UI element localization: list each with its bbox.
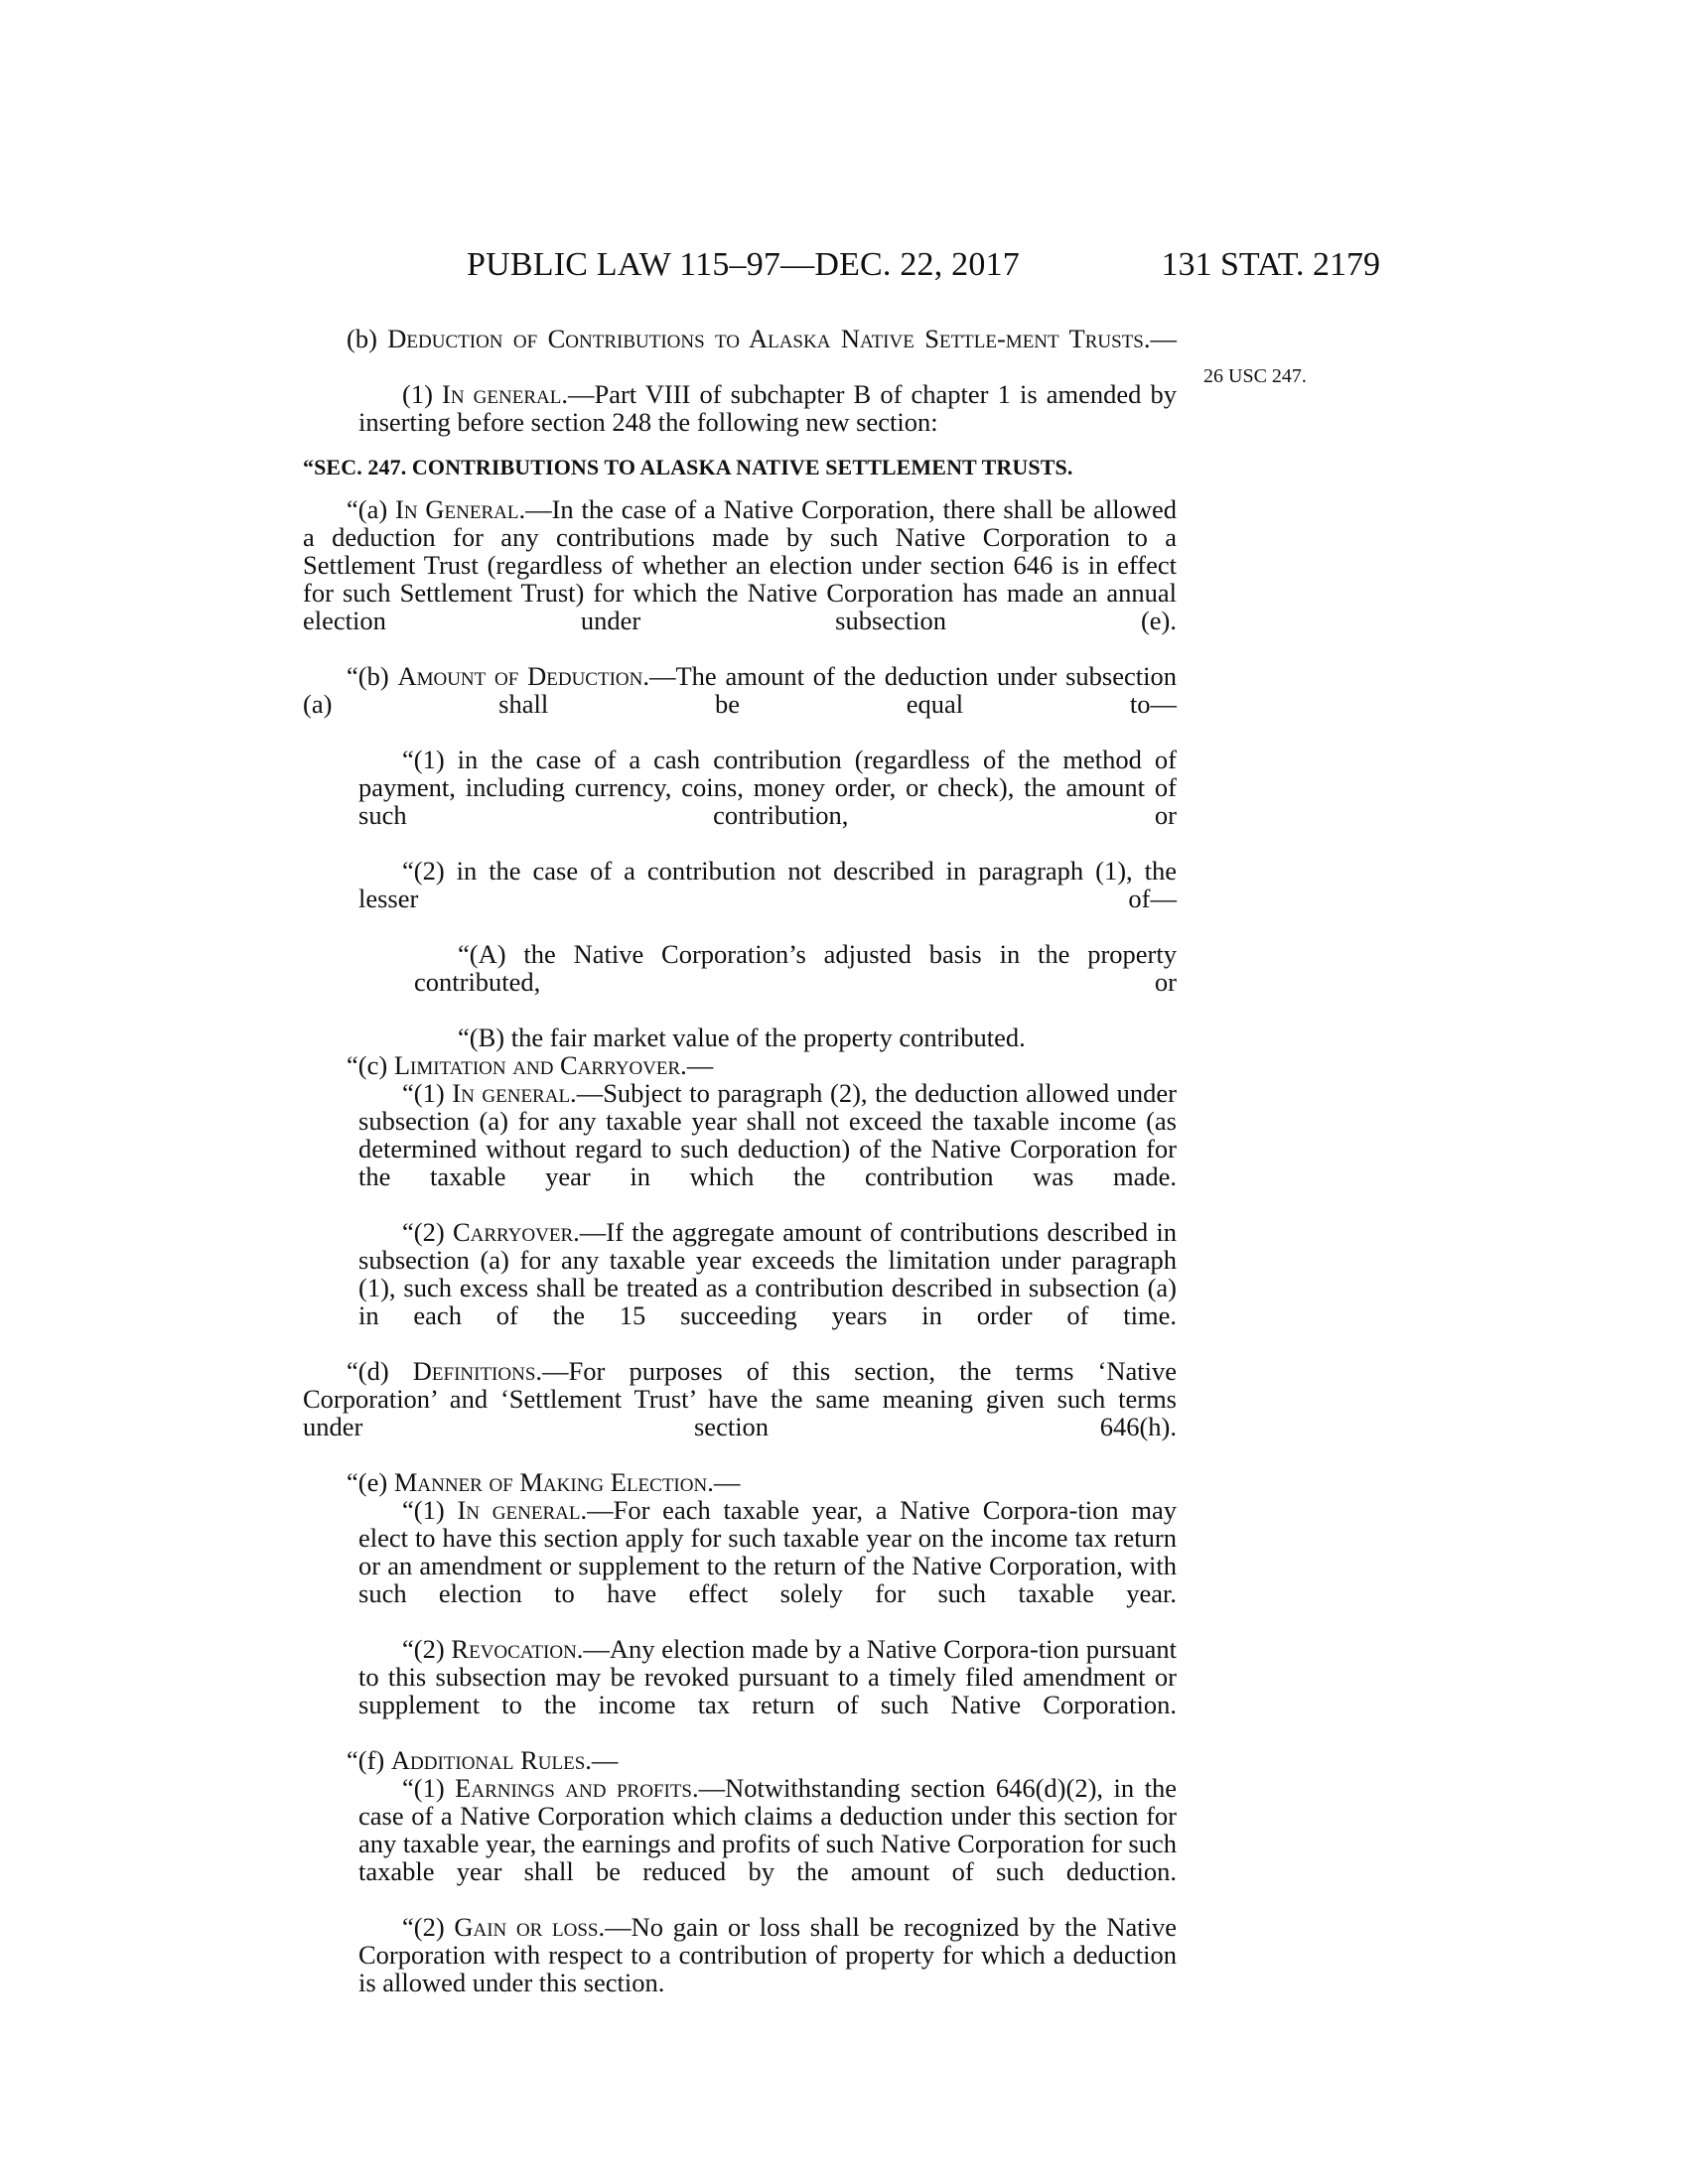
subsection-e: “(e) Manner of Making Election.— (347, 1467, 741, 1497)
running-head: PUBLIC LAW 115–97—DEC. 22, 2017 (467, 246, 1020, 283)
subsection-b-amount: “(b) Amount of Deduction.—The amount of the deduction under subsection (a) shall be equal to— (303, 661, 1177, 719)
paragraph-c-1: “(1) In general.—Subject to paragraph (2), the deduction allowed under subsection (a) for any taxable year shall not exceed the taxable income (as determined without regard to such deduction) of the Native Corporation for the taxable year in which the contribution was made. (358, 1078, 1177, 1191)
subsection-b: (b) Deduction of Contributions to Alaska Native Settle-ment Trusts.— (347, 324, 1177, 353)
paragraph-e-2: “(2) Revocation.—Any election made by a Native Corpora-tion pursuant to this subsection may be revoked pursuant to a timely filed amendment or supplement to the income tax return of such Native Corporation. (358, 1634, 1177, 1719)
paragraph-e-1: “(1) In general.—For each taxable year, a Native Corpora-tion may elect to have this section apply for such taxable year on the income tax return or an amendment or supplement to the return of the Native Corporation, with such election to have effect solely for such taxable year. (358, 1495, 1178, 1608)
subsection-c: “(c) Limitation and Carryover.— (347, 1050, 714, 1080)
subparagraph-b-B: “(B) the fair market value of the property contributed. (458, 1023, 1026, 1052)
stat-citation: 131 STAT. 2179 (1161, 246, 1380, 283)
subparagraph-b-A: “(A) the Native Corporation’s adjusted basis in the property contributed, or (414, 939, 1177, 997)
paragraph-b1: (1) In general.—Part VIII of subchapter B of chapter 1 is amended by inserting before section 248 the following new section: (358, 379, 1177, 437)
paragraph-f-2: “(2) Gain or loss.—No gain or loss shall be recognized by the Native Corporation with respect to a contribution of property for which a deduction is allowed under this section. (358, 1912, 1177, 1997)
subsection-f: “(f) Additional Rules.— (347, 1745, 619, 1775)
margin-note-usc: 26 USC 247. (1203, 365, 1307, 387)
subsection-b-heading: Deduction of Contributions to Alaska Native Settle-ment Trusts.— (387, 324, 1177, 353)
section-heading: “SEC. 247. CONTRIBUTIONS TO ALASKA NATIVE SETTLEMENT TRUSTS. (303, 455, 1073, 479)
subsection-d: “(d) Definitions.—For purposes of this section, the terms ‘Native Corporation’ and ‘Settlement Trust’ have the same meaning given such terms under section 646(h). (303, 1356, 1177, 1441)
page-header (298, 246, 1380, 286)
statute-body (303, 325, 1177, 1996)
paragraph-c-2: “(2) Carryover.—If the aggregate amount of contributions described in subsection (a) for any taxable year exceeds the limitation under paragraph (1), such excess shall be treated as a contribution described in subsection (a) in each of the 15 succeeding years in order of time. (358, 1217, 1177, 1330)
paragraph-b-2: “(2) in the case of a contribution not described in paragraph (1), the lesser of— (358, 856, 1177, 913)
paragraph-f-1: “(1) Earnings and profits.—Notwithstanding section 646(d)(2), in the case of a Native Corporation which claims a deduction under this section for any taxable year, the earnings and profits of such Native Corporation for such taxable year shall be reduced by the amount of such deduction. (358, 1773, 1177, 1886)
subsection-a: “(a) In General.—In the case of a Native Corporation, there shall be allowed a deduction for any contributions made by such Native Corporation to a Settlement Trust (regardless of whether an election under section 646 is in effect for such Settlement Trust) for which the Native Corporation has made an annual election under subsection (e). (303, 494, 1177, 635)
paragraph-b-1: “(1) in the case of a cash contribution (regardless of the method of payment, including currency, coins, money order, or check), the amount of such contribution, or (358, 745, 1177, 830)
